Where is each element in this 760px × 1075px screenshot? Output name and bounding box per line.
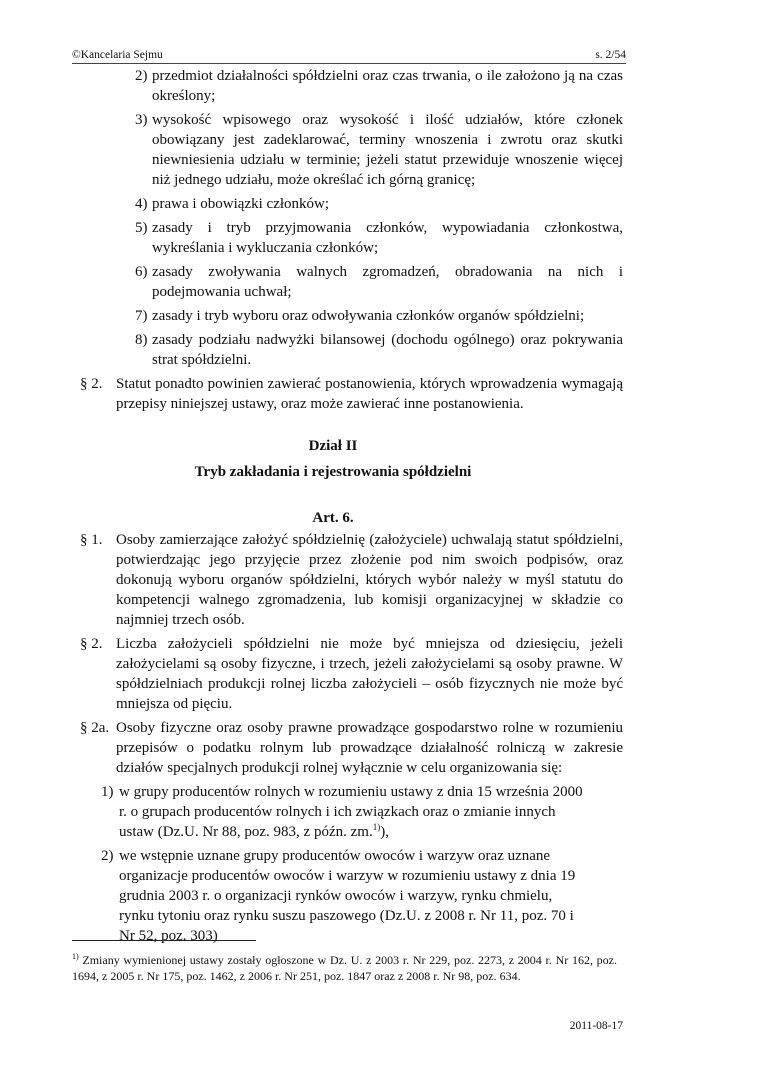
footer-date: 2011-08-17 xyxy=(569,1020,623,1032)
list-item-number: 3) xyxy=(135,112,148,128)
article-paragraph xyxy=(0,718,760,778)
paragraph-number: § 2. xyxy=(80,636,103,652)
section-title: Tryb zakładania i rejestrowania spółdzielni xyxy=(194,464,472,480)
list-item xyxy=(0,330,760,370)
list-item xyxy=(0,218,760,258)
sub-list-item xyxy=(0,782,760,842)
list-item-text: zasady zwoływania walnych zgromadzeń, obradowania na nich i podejmowania uchwał; xyxy=(152,264,623,300)
list-item-number: 2) xyxy=(135,68,148,84)
section-label: Dział II xyxy=(308,438,358,454)
article-paragraph xyxy=(0,634,760,714)
list-item-text: w grupy producentów rolnych w rozumieniu ustawy z dnia 15 września 2000 r. o grupach producentów rolnych i ich związkach oraz o zmianie innych ustaw (Dz.U. Nr 88, poz. 983, z późn. zm. xyxy=(119,784,583,840)
paragraph-text: Osoby fizyczne oraz osoby prawne prowadzące gospodarstwo rolne w rozumieniu przepisów o podatku rolnym lub prowadzące działalność rolniczą w zakresie działów specjalnych produkcji rolnej wyłącznie w celu organizowania się: xyxy=(116,720,623,776)
list-item-number: 4) xyxy=(135,196,148,212)
list-item-text: we wstępnie uznane grupy producentów owoców i warzyw oraz uznane organizacje producentów owoców i warzyw w rozumieniu ustawy z dnia 19 grudnia 2003 r. o organizacji rynków owoców i warzyw, rynku chmielu, rynku tytoniu oraz rynku suszu paszowego (Dz.U. z 2008 r. Nr 11, poz. 70 i Nr 52, poz. 303) xyxy=(119,848,576,944)
list-item xyxy=(0,306,760,326)
footnote xyxy=(72,952,617,984)
paragraph-number: § 2a. xyxy=(80,720,110,736)
list-item-number: 2) xyxy=(101,848,114,864)
article-label: Art. 6. xyxy=(312,510,354,526)
paragraph-number: § 2. xyxy=(80,376,103,392)
header-rule xyxy=(72,63,626,64)
header-publisher: ©Kancelaria Sejmu xyxy=(72,49,163,61)
footnote-separator xyxy=(72,940,256,941)
document-body xyxy=(0,66,760,950)
list-item-text: przedmiot działalności spółdzielni oraz czas trwania, o ile założono ją na czas określony; xyxy=(152,68,623,104)
paragraph-2 xyxy=(0,374,760,414)
list-item xyxy=(0,110,760,190)
list-item-number: 7) xyxy=(135,308,148,324)
sub-list-item xyxy=(0,846,760,946)
list-item-text: wysokość wpisowego oraz wysokość i ilość udziałów, które członek obowiązany jest zadeklarować, terminy wnoszenia i zwrotu oraz skutki niewniesienia udziału w terminie; jeżeli statut przewiduje wnoszenie więcej niż jednego udziału, może określać ich górną granicę; xyxy=(152,112,623,188)
footnote-text: Zmiany wymienionej ustawy zostały ogłoszone w Dz. U. z 2003 r. Nr 229, poz. 2273, z 2004 r. Nr 162, poz. 1694, z 2005 r. Nr 175, poz. 1462, z 2006 r. Nr 251, poz. 1847 oraz z 2008 r. Nr 98, poz. 634. xyxy=(72,953,617,983)
list-item-text: zasady podziału nadwyżki bilansowej (dochodu ogólnego) oraz pokrywania strat spółdzielni. xyxy=(152,332,623,368)
footnote-reference[interactable]: 1) xyxy=(372,822,381,832)
header-page-number: s. 2/54 xyxy=(595,49,626,61)
list-item-tail: ), xyxy=(380,824,389,840)
list-item-text: zasady i tryb wyboru oraz odwoływania członków organów spółdzielni; xyxy=(152,308,585,324)
article-paragraph xyxy=(0,530,760,630)
list-item xyxy=(0,194,760,214)
list-item-text: zasady i tryb przyjmowania członków, wypowiadania członkostwa, wykreślania i wykluczania członków; xyxy=(152,220,623,256)
paragraph-number: § 1. xyxy=(80,532,103,548)
list-item xyxy=(0,262,760,302)
paragraph-text: Osoby zamierzające założyć spółdzielnię (założyciele) uchwalają statut spółdzielni, potwierdzając jego przyjęcie przez złożenie pod nim swoich podpisów, oraz dokonują wyboru organów spółdzielni, których wybór należy w myśl statutu do kompetencji walnego zgromadzenia, lub komisji organizacyjnej w składzie co najmniej trzech osób. xyxy=(116,532,623,628)
list-item-number: 5) xyxy=(135,220,148,236)
list-item-number: 8) xyxy=(135,332,148,348)
paragraph-text: Liczba założycieli spółdzielni nie może być mniejsza od dziesięciu, jeżeli założycielami są osoby fizyczne, i trzech, jeżeli założycielami są osoby prawne. W spółdzielniach produkcji rolnej liczba założycieli – osób fizycznych nie może być mniejsza od pięciu. xyxy=(116,636,623,712)
list-item-number: 6) xyxy=(135,264,148,280)
list-item-text: prawa i obowiązki członków; xyxy=(152,196,330,212)
list-item-number: 1) xyxy=(101,784,114,800)
paragraph-text: Statut ponadto powinien zawierać postanowienia, których wprowadzenia wymagają przepisy niniejszej ustawy, oraz może zawierać inne postanowienia. xyxy=(116,376,623,412)
footnote-marker: 1) xyxy=(72,952,79,961)
list-item xyxy=(0,66,760,106)
